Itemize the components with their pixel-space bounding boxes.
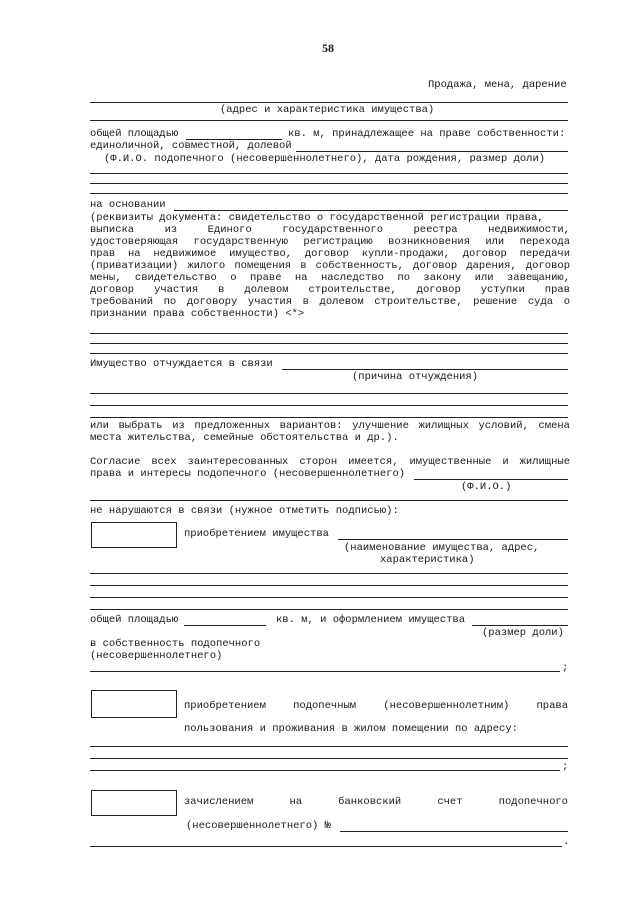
ownership-types: единоличной, совместной, долевой (90, 140, 292, 152)
account-number-input-line[interactable] (340, 831, 568, 832)
option-1-signature-box[interactable] (91, 522, 177, 548)
area2-label: общей площадью (90, 614, 179, 626)
not-violated-text: не нарушаются в связи (нужное отметить подписью): (90, 505, 399, 517)
option-1-label: приобретением имущества (184, 528, 329, 540)
area-suffix: кв. м, принадлежащее на праве собственности: (288, 128, 566, 140)
header-title: Продажа, мена, дарение (428, 79, 567, 91)
option-2-line-3[interactable] (90, 770, 560, 771)
options-text: или выбрать из предложенных вариантов: улучшение жилищных условий, смена (90, 420, 570, 432)
basis-caption-line: договор участия в долевом строительстве, договор уступки прав (90, 284, 570, 296)
option-1-caption: характеристика) (380, 554, 475, 566)
alienation-line-2[interactable] (90, 405, 568, 406)
option-3-text: (несовершеннолетнего) № (186, 820, 331, 832)
basis-line-3[interactable] (90, 353, 568, 354)
option-3-signature-box[interactable] (91, 790, 177, 816)
option-1-line-3[interactable] (90, 597, 568, 598)
option-2-line-2[interactable] (90, 758, 568, 759)
address-line-2[interactable] (90, 120, 568, 121)
share-input-line[interactable] (472, 625, 568, 626)
fio-line[interactable] (90, 500, 568, 501)
option-2-signature-box[interactable] (91, 690, 177, 718)
option-3-line[interactable] (90, 846, 562, 847)
area2-suffix: кв. м, и оформлением имущества (276, 614, 466, 626)
semicolon: ; (562, 662, 569, 674)
basis-input-line[interactable] (174, 210, 568, 211)
option-1-line-4[interactable] (90, 609, 568, 610)
ward-line-2[interactable] (90, 183, 568, 184)
ownership-input-line[interactable] (90, 671, 560, 672)
consent-text: Согласие всех заинтересованных сторон имеется, имущественные и жилищные (90, 456, 570, 468)
ward-line-3[interactable] (90, 193, 568, 194)
basis-caption-line: требований по договору участия в долевом строительстве, решение суда о (90, 296, 570, 308)
option-1-input-line[interactable] (338, 539, 568, 540)
area-label: общей площадью (90, 128, 179, 140)
share-caption: (размер доли) (482, 627, 564, 639)
basis-line-1[interactable] (90, 333, 568, 334)
page-number: 58 (322, 41, 334, 55)
alienation-label: Имущество отчуждается в связи (90, 358, 273, 370)
basis-line-2[interactable] (90, 343, 568, 344)
period: . (563, 836, 570, 848)
option-1-line-2[interactable] (90, 585, 568, 586)
alienation-line-1[interactable] (90, 393, 568, 394)
alienation-input-line[interactable] (282, 369, 568, 370)
address-caption: (адрес и характеристика имущества) (220, 104, 435, 116)
option-2-line-1[interactable] (90, 746, 568, 747)
address-line[interactable] (90, 102, 568, 103)
consent-text: права и интересы подопечного (несовершеннолетнего) (90, 468, 406, 480)
alienation-line-3[interactable] (90, 417, 568, 418)
basis-caption-line: (реквизиты документа: свидетельство о государственной регистрации права, (90, 212, 544, 224)
fio-caption: (Ф.И.О.) (461, 481, 512, 493)
ward-caption: (Ф.И.О. подопечного (несовершеннолетнего), дата рождения, размер доли) (104, 153, 546, 165)
basis-caption-line: (приватизации) жилого помещения в собственность, договор дарения, договор (90, 260, 570, 272)
basis-label: на основании (90, 199, 166, 211)
option-1-caption: (наименование имущества, адрес, (344, 542, 540, 554)
options-text: места жительства, семейные обстоятельства и др.). (90, 432, 399, 444)
ownership-label: в собственность подопечного (90, 638, 261, 650)
alienation-caption: (причина отчуждения) (352, 371, 479, 383)
option-3-text: зачислением на банковский счет подопечного (184, 796, 568, 808)
basis-caption-line: удостоверяющая государственную регистрацию возникновения или перехода (90, 236, 570, 248)
semicolon: ; (562, 761, 569, 773)
option-1-line-1[interactable] (90, 573, 568, 574)
ward-line-1[interactable] (90, 173, 568, 174)
option-2-text: пользования и проживания в жилом помещении по адресу: (184, 723, 518, 735)
fio-input-line[interactable] (414, 479, 568, 480)
basis-caption-line: признании права собственности) <*> (90, 308, 305, 320)
ownership-label: (несовершеннолетнего) (90, 650, 223, 662)
basis-caption-line: выписка из Единого государственного реестра недвижимости, (90, 224, 570, 236)
basis-caption-line: прав на недвижимое имущество, договор купли-продажи, договор передачи (90, 248, 570, 260)
ownership-input-line[interactable] (296, 151, 568, 152)
area2-input-line[interactable] (184, 625, 266, 626)
option-2-text: приобретением подопечным (несовершеннолетним) права (184, 700, 568, 712)
basis-caption-line: мены, свидетельство о праве на наследство по закону или завещанию, (90, 272, 570, 284)
